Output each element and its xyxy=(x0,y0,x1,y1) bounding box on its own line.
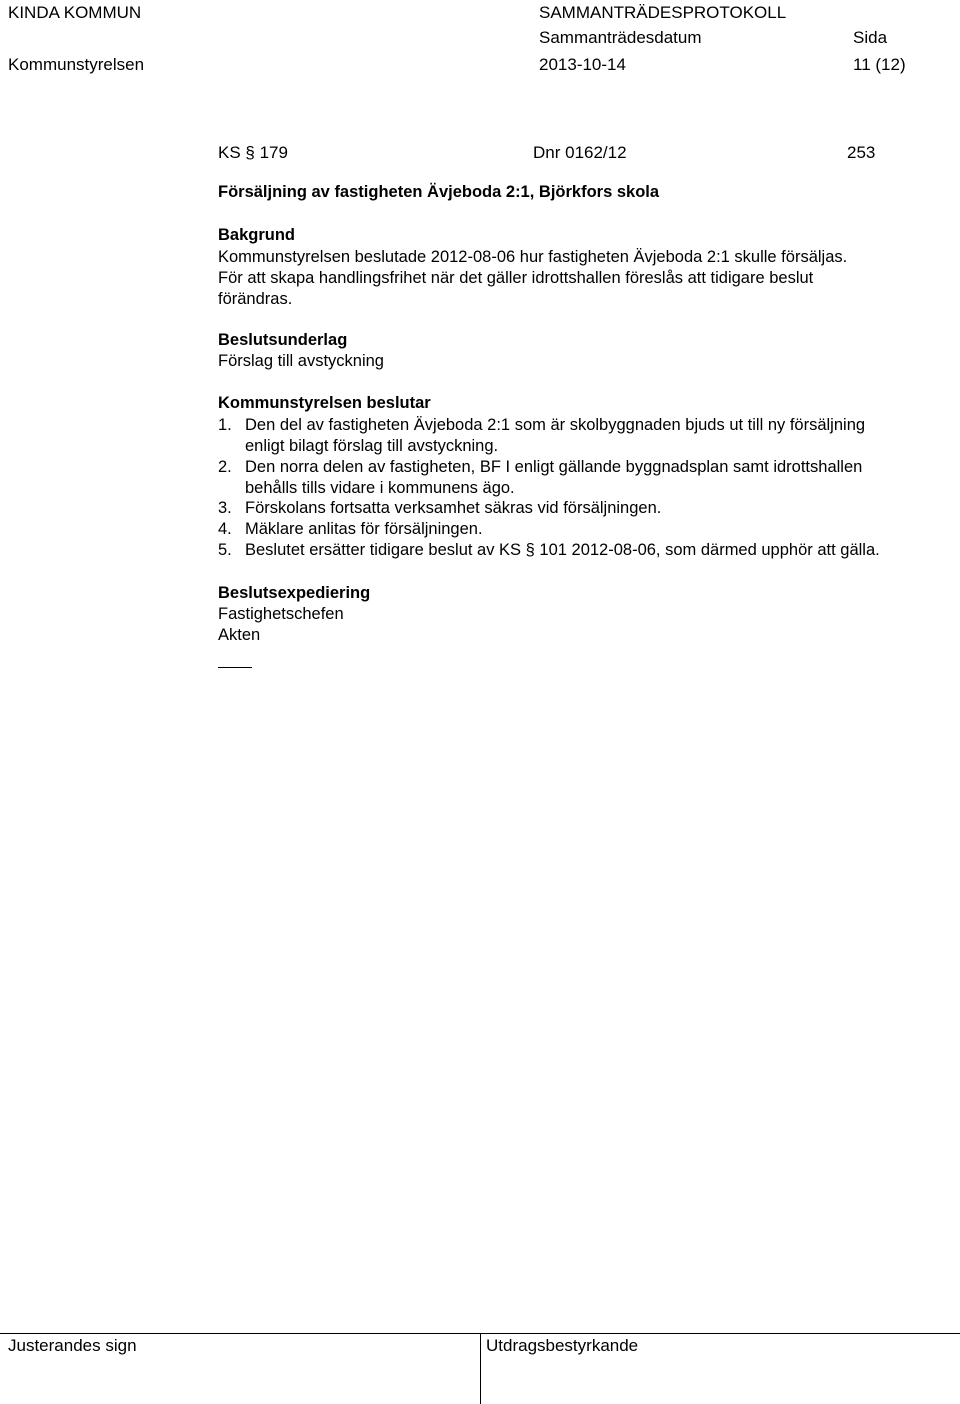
decision-item-text: Förskolans fortsatta verksamhet säkras vid försäljningen. xyxy=(245,499,662,517)
decision-item xyxy=(218,458,862,477)
case-number: 253 xyxy=(847,143,876,162)
org-name: KINDA KOMMUN xyxy=(8,3,142,22)
decision-item xyxy=(218,520,483,539)
decision-item-text: Den norra delen av fastigheten, BF I enligt gällande byggnadsplan samt idrottshallen xyxy=(245,458,863,476)
page-number: 11 (12) xyxy=(853,55,906,74)
page-label: Sida xyxy=(853,28,888,47)
meeting-date: 2013-10-14 xyxy=(539,55,626,74)
decision-item xyxy=(218,541,880,560)
background-heading: Bakgrund xyxy=(218,226,296,244)
decision-item-number: 2. xyxy=(218,458,232,476)
basis-heading: Beslutsunderlag xyxy=(218,331,348,349)
decision-item xyxy=(218,499,661,518)
dispatch-recipient: Akten xyxy=(218,626,261,644)
footer-sign-label: Justerandes sign xyxy=(8,1336,137,1355)
decision-item-continuation: enligt bilagt förslag till avstyckning. xyxy=(245,437,499,455)
case-title: Försäljning av fastigheten Ävjeboda 2:1, Björkfors skola xyxy=(218,183,660,201)
decision-item-continuation: behålls tills vidare i kommunens ägo. xyxy=(245,479,515,497)
case-dnr: Dnr 0162/12 xyxy=(533,143,627,162)
decision-item-text: Den del av fastigheten Ävjeboda 2:1 som är skolbyggnaden bjuds ut till ny försäljning xyxy=(245,416,866,434)
decision-item-number: 4. xyxy=(218,520,232,538)
basis-text: Förslag till avstyckning xyxy=(218,352,384,370)
background-line: För att skapa handlingsfrihet när det gäller idrottshallen föreslås att tidigare beslut xyxy=(218,269,814,287)
dispatch-heading: Beslutsexpediering xyxy=(218,584,371,602)
background-line: Kommunstyrelsen beslutade 2012-08-06 hur fastigheten Ävjeboda 2:1 skulle försäljas. xyxy=(218,248,848,266)
case-paragraph: KS § 179 xyxy=(218,143,288,162)
decision-heading: Kommunstyrelsen beslutar xyxy=(218,394,431,412)
date-label: Sammanträdesdatum xyxy=(539,28,702,47)
end-rule xyxy=(218,667,252,668)
footer-certify-label: Utdragsbestyrkande xyxy=(486,1336,639,1355)
decision-item xyxy=(218,416,865,435)
document-type: SAMMANTRÄDESPROTOKOLL xyxy=(539,3,787,22)
decision-item-text: Beslutet ersätter tidigare beslut av KS § 101 2012-08-06, som därmed upphör att gälla. xyxy=(245,541,880,559)
decision-item-number: 3. xyxy=(218,499,232,517)
dispatch-recipient: Fastighetschefen xyxy=(218,605,344,623)
background-line: förändras. xyxy=(218,290,293,308)
footer-divider xyxy=(480,1333,481,1404)
committee-name: Kommunstyrelsen xyxy=(8,55,145,74)
decision-item-text: Mäklare anlitas för försäljningen. xyxy=(245,520,483,538)
decision-item-number: 5. xyxy=(218,541,232,559)
decision-item-number: 1. xyxy=(218,416,232,434)
